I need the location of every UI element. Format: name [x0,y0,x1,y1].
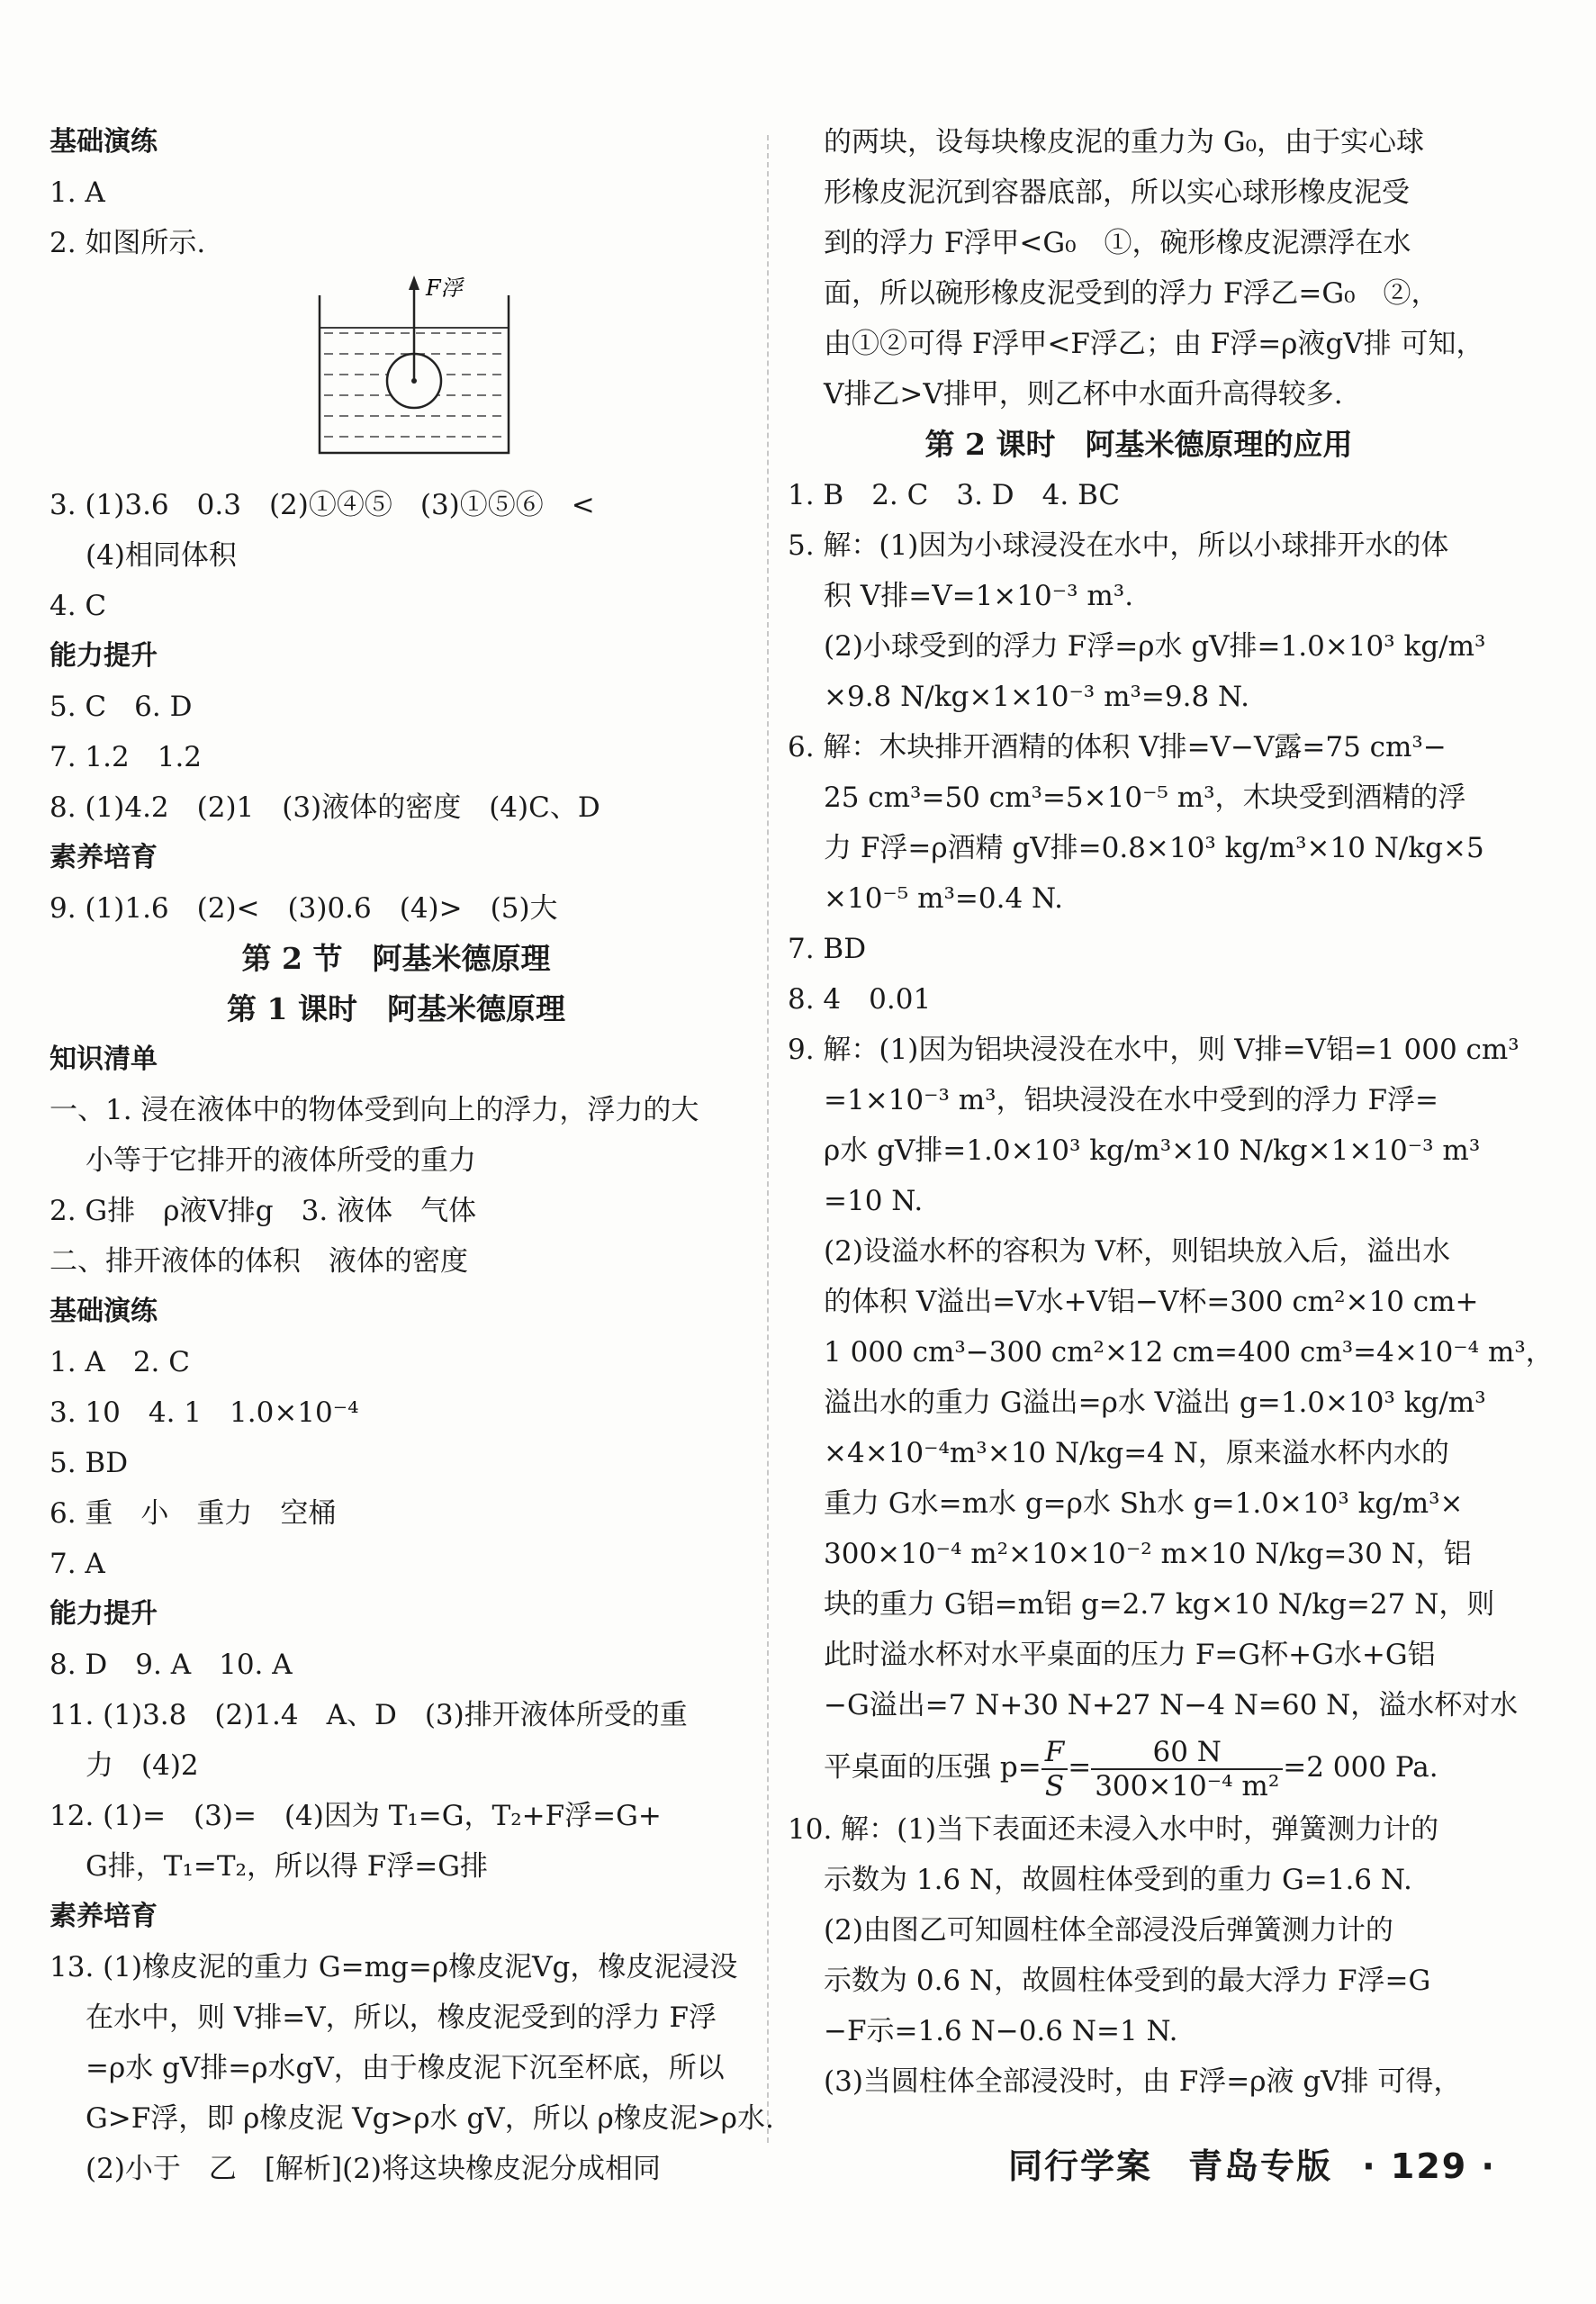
answer-line: 11. (1)3.8 (2)1.4 A、D (3)排开液体所受的重 [50,1699,688,1731]
answer-continuation: 形橡皮泥沉到容器底部，所以实心球形橡皮泥受 [824,176,1410,209]
answer-continuation: ×10⁻⁵ m³=0.4 N. [824,882,1064,915]
answer-continuation: 力 F浮=ρ酒精 gV排=0.8×10³ kg/m³×10 N/kg×5 [824,832,1484,864]
figure-label: F浮 [426,276,463,301]
left-column [50,117,774,2194]
answer-continuation: 力 (4)2 [86,1749,199,1782]
answer-line: 2. G排 ρ液V排g 3. 液体 气体 [50,1195,477,1227]
answer-continuation: 的体积 V溢出=V水+V铝−V杯=300 cm²×10 cm+ [824,1286,1479,1318]
footer-brand: 同行学案 青岛专版 [1008,2146,1333,2186]
denominator: 300×10⁻⁴ m² [1095,1769,1280,1803]
answer-continuation: V排乙>V排甲，则乙杯中水面升高得较多. [824,378,1343,411]
answer-continuation: 的两块，设每块橡皮泥的重力为 G₀，由于实心球 [824,126,1425,158]
denominator: S [1044,1769,1065,1803]
answer-line: 1. B 2. C 3. D 4. BC [788,479,1121,511]
answer-continuation: G排，T₁=T₂，所以得 F浮=G排 [86,1850,489,1883]
answer-line: 6. 重 小 重力 空桶 [50,1497,337,1530]
equals: = [1068,1751,1092,1784]
answer-continuation: 面，所以碗形橡皮泥受到的浮力 F浮乙=G₀ ②， [824,277,1439,310]
answer-line: 1. A 2. C [50,1346,190,1378]
section-heading: 素养培育 [50,842,158,873]
answer-continuation: ×4×10⁻⁴m³×10 N/kg=4 N，原来溢水杯内水的 [824,1437,1449,1469]
section-heading: 基础演练 [50,1296,158,1327]
answer-line: 5. BD [50,1447,129,1479]
answer-line: 1. A [50,176,105,209]
pressure-formula-line [788,1730,1490,1804]
formula-prefix: 平桌面的压强 p= [824,1751,1041,1784]
answer-line: 8. 4 0.01 [788,983,932,1016]
answer-continuation: 此时溢水杯对水平桌面的压力 F=G杯+G水+G铝 [824,1639,1436,1671]
section-heading: 素养培育 [50,1901,158,1932]
answer-continuation: (2)设溢水杯的容积为 V杯，则铝块放入后，溢出水 [824,1235,1451,1268]
lesson-title: 第 2 节 阿基米德原理 [241,941,551,976]
answer-line: 2. 如图所示. [50,227,206,259]
answer-continuation: =10 N. [824,1185,924,1217]
answer-continuation: 示数为 0.6 N，故圆柱体受到的最大浮力 F浮=G [824,1965,1431,1997]
answer-continuation: 积 V排=V=1×10⁻³ m³. [824,580,1134,612]
answer-line: 7. A [50,1548,105,1580]
answer-continuation: 到的浮力 F浮甲<G₀ ①，碗形橡皮泥漂浮在水 [824,227,1411,259]
buoyancy-figure [50,268,743,480]
right-column [788,117,1554,2107]
answer-continuation: (2)小于 乙 [解析](2)将这块橡皮泥分成相同 [86,2153,662,2185]
beaker-diagram [50,268,743,480]
answer-continuation: 示数为 1.6 N，故圆柱体受到的重力 G=1.6 N. [824,1864,1412,1896]
answer-line: 13. (1)橡皮泥的重力 G=mg=ρ橡皮泥Vg，橡皮泥浸没 [50,1951,738,1983]
formula-suffix: =2 000 Pa. [1283,1751,1438,1784]
answer-continuation: =ρ水 gV排=ρ水gV，由于橡皮泥下沉至杯底，所以 [86,2052,725,2084]
footer [1008,2138,1496,2188]
answer-line: 4. C [50,590,107,622]
answer-line: 12. (1)= (3)= (4)因为 T₁=G，T₂+F浮=G+ [50,1800,662,1832]
numerator: 60 N [1091,1736,1283,1770]
section-heading: 知识清单 [50,1044,158,1075]
answer-line: 9. 解：(1)因为铝块浸没在水中，则 V排=V铝=1 000 cm³ [788,1034,1519,1066]
page-number: · 129 · [1362,2146,1496,2186]
answer-line: 3. (1)3.6 0.3 (2)①④⑤ (3)①⑤⑥ < [50,489,595,521]
answer-continuation: 溢出水的重力 G溢出=ρ水 V溢出 g=1.0×10³ kg/m³ [824,1387,1486,1419]
answer-continuation: (2)由图乙可知圆柱体全部浸没后弹簧测力计的 [824,1914,1393,1947]
answer-continuation: 在水中，则 V排=V，所以，橡皮泥受到的浮力 F浮 [86,2001,717,2034]
answer-continuation: 1 000 cm³−300 cm²×12 cm=400 cm³=4×10⁻⁴ m³， [824,1336,1554,1369]
answer-continuation: −F示=1.6 N−0.6 N=1 N. [824,2015,1178,2047]
answer-continuation: 小等于它排开的液体所受的重力 [86,1144,476,1177]
answer-continuation: 25 cm³=50 cm³=5×10⁻⁵ m³，木块受到酒精的浮 [824,782,1466,814]
answer-continuation: (4)相同体积 [86,539,237,572]
answer-line: 3. 10 4. 1 1.0×10⁻⁴ [50,1396,359,1429]
answer-line: 8. (1)4.2 (2)1 (3)液体的密度 (4)C、D [50,791,600,824]
answer-line: 5. 解：(1)因为小球浸没在水中，所以小球排开水的体 [788,529,1449,562]
answer-line: 一、1. 浸在液体中的物体受到向上的浮力，浮力的大 [50,1094,699,1126]
numerator: F [1041,1736,1069,1770]
lesson-title: 第 1 课时 阿基米德原理 [227,991,565,1026]
answer-continuation: (2)小球受到的浮力 F浮=ρ水 gV排=1.0×10³ kg/m³ [824,630,1486,663]
answer-line: 7. 1.2 1.2 [50,741,203,773]
section-heading: 能力提升 [50,640,158,672]
answer-line: 6. 解：木块排开酒精的体积 V排=V−V露=75 cm³− [788,731,1447,763]
answer-continuation: 重力 G水=m水 g=ρ水 Sh水 g=1.0×10³ kg/m³× [824,1487,1464,1520]
answer-continuation: G>F浮，即 ρ橡皮泥 Vg>ρ水 gV，所以 ρ橡皮泥>ρ水. [86,2102,774,2135]
answer-continuation: ×9.8 N/kg×1×10⁻³ m³=9.8 N. [824,681,1250,713]
answer-line: 10. 解：(1)当下表面还未浸入水中时，弹簧测力计的 [788,1813,1439,1846]
lesson-title: 第 2 课时 阿基米德原理的应用 [924,427,1353,462]
section-heading: 基础演练 [50,126,158,158]
fraction-f-over-s [1041,1736,1069,1803]
section-heading: 能力提升 [50,1598,158,1630]
answer-line: 二、排开液体的体积 液体的密度 [50,1245,468,1278]
answer-line: 9. (1)1.6 (2)< (3)0.6 (4)> (5)大 [50,892,558,925]
answer-continuation: 300×10⁻⁴ m²×10×10⁻² m×10 N/kg=30 N，铝 [824,1538,1472,1570]
fraction-values [1091,1736,1283,1803]
answer-continuation: ρ水 gV排=1.0×10³ kg/m³×10 N/kg×1×10⁻³ m³ [824,1134,1481,1167]
answer-continuation: (3)当圆柱体全部浸没时，由 F浮=ρ液 gV排 可得， [824,2065,1462,2098]
answer-line: 5. C 6. D [50,691,193,723]
answer-continuation: −G溢出=7 N+30 N+27 N−4 N=60 N，溢水杯对水 [824,1689,1519,1721]
column-divider [767,135,769,2143]
answer-continuation: 由①②可得 F浮甲<F浮乙；由 F浮=ρ液gV排 可知， [824,328,1484,360]
answer-continuation: =1×10⁻³ m³，铝块浸没在水中受到的浮力 F浮= [824,1084,1438,1116]
answer-line: 7. BD [788,933,867,965]
answer-continuation: 块的重力 G铝=m铝 g=2.7 kg×10 N/kg=27 N，则 [824,1588,1495,1621]
answer-line: 8. D 9. A 10. A [50,1649,293,1681]
